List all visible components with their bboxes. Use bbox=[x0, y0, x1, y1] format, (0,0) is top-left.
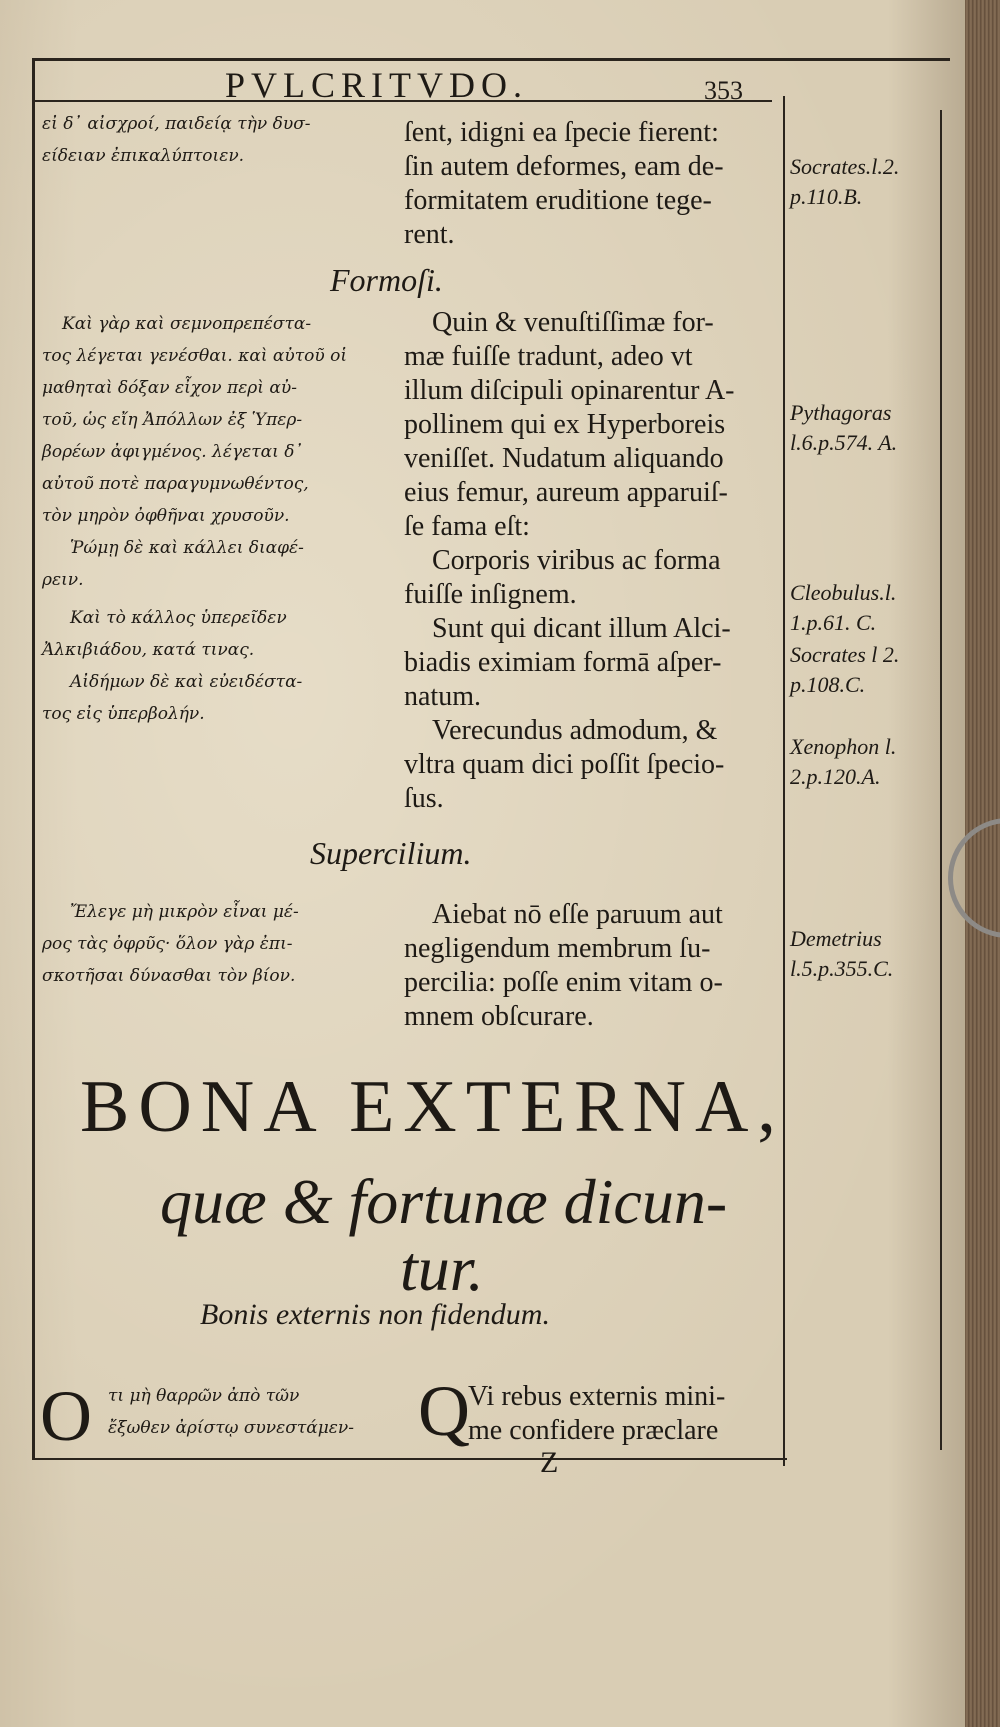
chapter-subtitle-line2: tur. bbox=[400, 1233, 484, 1304]
note-line: Demetrius bbox=[790, 926, 882, 951]
bottom-rule bbox=[32, 1458, 787, 1460]
latin-line: negligendum membrum ſu- bbox=[404, 933, 711, 964]
latin-line: rent. bbox=[404, 219, 455, 250]
latin-line: percilia: poſſe enim vitam o- bbox=[404, 967, 723, 998]
greek-line: αὐτοῦ ποτὲ παραγυμνωθέντος, bbox=[42, 474, 309, 494]
latin-line: formitatem eruditione tege- bbox=[404, 185, 712, 216]
latin-line: natum. bbox=[404, 681, 481, 712]
subheading-bonis-externis: Bonis externis non fidendum. bbox=[200, 1298, 550, 1331]
greek-line: μαθηταὶ δόξαν εἶχον περὶ αὐ- bbox=[42, 378, 297, 398]
greek-line: ρειν. bbox=[42, 570, 84, 590]
margin-note-pythagoras bbox=[790, 398, 897, 458]
latin-line: illum diſcipuli opinarentur A- bbox=[404, 375, 735, 406]
latin-line: Vi rebus externis mini- bbox=[468, 1381, 726, 1412]
section-heading-formosi: Formoſi. bbox=[330, 262, 443, 298]
running-head-title: PVLCRITVDO. bbox=[225, 65, 529, 105]
greek-line: ρος τὰς ὀφρῦς· ὅλον γὰρ ἐπι- bbox=[42, 934, 293, 954]
greek-text-block bbox=[42, 896, 299, 992]
note-line: 2.p.120.A. bbox=[790, 764, 881, 789]
latin-text-block bbox=[404, 116, 724, 252]
greek-text-block bbox=[42, 108, 311, 172]
outer-right-line bbox=[940, 110, 942, 1450]
latin-line: biadis eximiam formā aſper- bbox=[404, 647, 722, 678]
greek-line: είδειαν ἐπικαλύπτοιεν. bbox=[42, 146, 245, 166]
margin-note-cleobulus bbox=[790, 578, 896, 638]
greek-line: σκοτῆσαι δύνασθαι τὸν βίον. bbox=[42, 966, 296, 986]
latin-drop-initial: Q bbox=[418, 1371, 470, 1451]
latin-line: ſent, idigni ea ſpecie fierent: bbox=[404, 117, 719, 148]
greek-line: τι μὴ θαρρῶν ἀπὸ τῶν bbox=[108, 1386, 300, 1406]
margin-note-socrates-2 bbox=[790, 640, 899, 700]
left-frame-line bbox=[32, 58, 35, 1458]
greek-line: Καὶ γὰρ καὶ σεμνοπρεπέστα- bbox=[62, 314, 312, 334]
margin-note-socrates bbox=[790, 152, 899, 212]
note-line: p.108.C. bbox=[790, 672, 866, 697]
latin-text-block bbox=[404, 306, 735, 816]
latin-line: mnem obſcurare. bbox=[404, 1001, 594, 1032]
greek-drop-initial: O bbox=[40, 1376, 92, 1456]
note-line: Socrates l 2. bbox=[790, 642, 900, 667]
latin-line: ſus. bbox=[404, 783, 444, 814]
greek-line: Ῥώμῃ δὲ καὶ κάλλει διαφέ- bbox=[70, 538, 304, 558]
latin-line: me confidere præclare bbox=[468, 1415, 719, 1446]
greek-line: ἔξωθεν ἀρίστῳ συνεστάμεν- bbox=[108, 1418, 354, 1438]
section-heading-supercilium: Supercilium. bbox=[310, 835, 472, 871]
greek-line: βορέων ἀφιγμένος. λέγεται δ᾽ bbox=[42, 442, 303, 462]
greek-line: Καὶ τὸ κάλλος ὑπερεῖδεν bbox=[70, 608, 287, 628]
note-line: 1.p.61. C. bbox=[790, 610, 877, 635]
latin-text-block bbox=[468, 1380, 725, 1448]
latin-line: ſe fama eſt: bbox=[404, 511, 530, 542]
note-line: Pythagoras bbox=[790, 400, 892, 425]
page-number: 353 bbox=[704, 76, 743, 105]
latin-line: ſin autem deformes, eam de- bbox=[404, 151, 724, 182]
note-line: Cleobulus.l. bbox=[790, 580, 897, 605]
latin-line: Verecundus admodum, & bbox=[432, 715, 718, 746]
note-line: Xenophon l. bbox=[790, 734, 897, 759]
latin-line: fuiſſe inſignem. bbox=[404, 579, 577, 610]
greek-line: τος λέγεται γενέσθαι. καὶ αὐτοῦ οἱ bbox=[42, 346, 348, 366]
latin-line: eius femur, aureum apparuiſ- bbox=[404, 477, 728, 508]
note-line: l.5.p.355.C. bbox=[790, 956, 894, 981]
latin-line: Aiebat nō eſſe paruum aut bbox=[432, 899, 723, 930]
right-margin-line bbox=[783, 96, 785, 1466]
greek-line: τος εἰς ὑπερβολήν. bbox=[42, 704, 205, 724]
latin-line: Sunt qui dicant illum Alci- bbox=[432, 613, 731, 644]
latin-line: veniſſet. Nudatum aliquando bbox=[404, 443, 724, 474]
greek-line: Ἀλκιβιάδου, κατά τινας. bbox=[42, 640, 255, 660]
latin-line: vltra quam dici poſſit ſpecio- bbox=[404, 749, 725, 780]
note-line: Socrates.l.2. bbox=[790, 154, 900, 179]
note-line: l.6.p.574. A. bbox=[790, 430, 898, 455]
latin-line: mæ fuiſſe tradunt, adeo vt bbox=[404, 341, 693, 372]
chapter-subtitle-line1: quæ & fortunæ dicun- bbox=[160, 1166, 728, 1237]
margin-note-xenophon bbox=[790, 732, 896, 792]
latin-line: pollinem qui ex Hyperboreis bbox=[404, 409, 726, 440]
greek-text-block bbox=[108, 1380, 354, 1444]
margin-note-demetrius bbox=[790, 924, 893, 984]
greek-line: Αἰδήμων δὲ καὶ εὐειδέστα- bbox=[70, 672, 303, 692]
greek-line: τοῦ, ὡς εἴη Ἀπόλλων ἐξ Ὑπερ- bbox=[42, 410, 303, 430]
latin-line: Corporis viribus ac forma bbox=[432, 545, 721, 576]
greek-line: τὸν μηρὸν ὀφθῆναι χρυσοῦν. bbox=[42, 506, 290, 526]
signature-mark: Z bbox=[540, 1446, 559, 1479]
latin-text-block bbox=[404, 898, 723, 1034]
note-line: p.110.B. bbox=[790, 184, 863, 209]
greek-line: Ἔλεγε μὴ μικρὸν εἶναι μέ- bbox=[70, 902, 299, 922]
greek-line: εἰ δ᾽ αἰσχροί, παιδείᾳ τὴν δυσ- bbox=[42, 114, 311, 134]
greek-text-block bbox=[42, 308, 347, 730]
top-rule bbox=[32, 58, 950, 61]
latin-line: Quin & venuſtiſſimæ for- bbox=[432, 307, 714, 338]
chapter-title: BONA EXTERNA, bbox=[80, 1066, 785, 1148]
